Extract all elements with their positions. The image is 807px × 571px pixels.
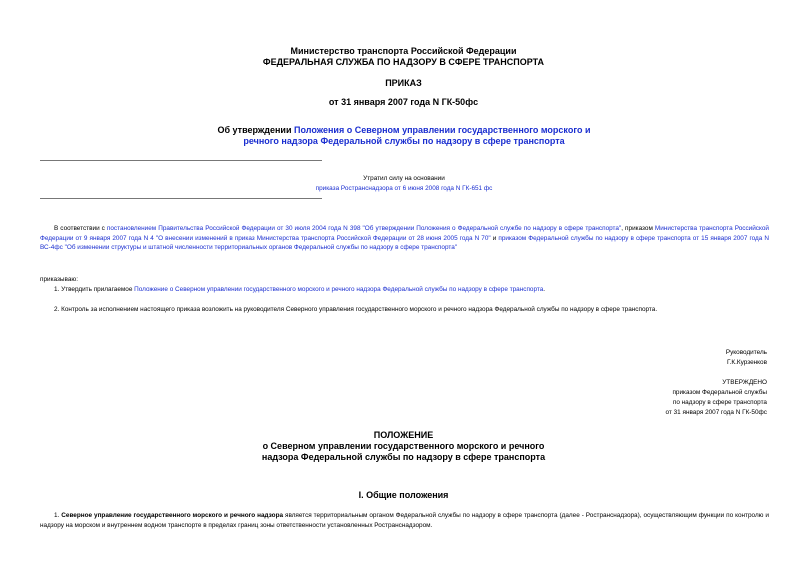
document-type: ПРИКАЗ: [385, 78, 422, 88]
signature-name: Г.К.Курзенков: [726, 359, 767, 366]
section-paragraph-1: 1. Северное управление государственного морского и речного надзора является территориальным органом Федеральной службы по надзору в сфере транспорта (далее - Ространснадзора), осуществляющим функции по контролю и надзору на морском и внутреннем водном транспорте в пределах границ зоны ответственности установленных Ространснадзором.: [40, 512, 769, 529]
divider-bottom: [40, 198, 322, 199]
order-word: приказываю:: [40, 276, 78, 283]
order-item-2: 2. Контроль за исполнением настоящего приказа возложить на руководителя Северного управления государственного морского и речного надзора Федеральной службы по надзору в сфере транспорта.: [54, 306, 658, 313]
signature-position: Руководитель: [725, 349, 767, 356]
regulation-link[interactable]: Положение о Северном управлении государственного морского и речного надзора Федеральной службы по надзору в сфере транспорта: [134, 286, 544, 293]
status-note: Утратил силу на основании: [363, 175, 445, 182]
approved-line-4: от 31 января 2007 года N ГК-50фс: [665, 409, 767, 416]
preamble-link-rostransnadzor[interactable]: приказом Федеральной службы по надзору в сфере транспорта от 15 января 2007 года N ВС-4фс "Об изменении структуры и штатной численности территориальных органов Федеральной службы по надзору в сфере транспорта": [40, 234, 770, 252]
preamble-link-mintrans[interactable]: Министерства транспорта Российской Федерации от 9 января 2007 года N 4 "О внесении изменений в приказ Министерства транспорта Российской Федерации от 28 июня 2005 года N 70": [40, 225, 769, 242]
preamble: В соответствии с постановлением Правительства Российской Федерации от 30 июля 2004 года N 398 "Об утверждении Положения о Федеральной службе по надзору в сфере транспорта", приказом Министерства транспорта Российской Федерации от 9 января 2007 года N 4 "О внесении изменений в приказ Министерства транспорта Российской Федерации от 28 июня 2005 года N 70" и приказом Федеральной службы по надзору в сфере транспорта от 15 января 2007 года N ВС-4фс "Об изменении структуры и штатной численности территориальных органов Федеральной службы по надзору в сфере транспорта": [40, 225, 770, 252]
section-heading: I. Общие положения: [358, 490, 449, 500]
approved-line-2: приказом Федеральной службы: [672, 389, 767, 396]
service-name: ФЕДЕРАЛЬНАЯ СЛУЖБА ПО НАДЗОРУ В СФЕРЕ ТРАНСПОРТА: [262, 57, 545, 67]
approved-line-3: по надзору в сфере транспорта: [672, 399, 767, 406]
order-item-1: 1. Утвердить прилагаемое Положение о Северном управлении государственного морского и речного надзора Федеральной службы по надзору в сфере транспорта.: [54, 286, 546, 293]
title-prefix: Об утверждении: [217, 125, 294, 135]
regulation-subtitle-2: надзора Федеральной службы по надзору в сфере транспорта: [261, 452, 546, 462]
approved-label: УТВЕРЖДЕНО: [722, 379, 767, 386]
title-link[interactable]: Положения о Северном управлении государственного морского и речного надзора Федеральной службы по надзору в сфере транспорта: [243, 125, 591, 146]
document-date: от 31 января 2007 года N ГК-50фс: [328, 97, 479, 107]
divider-top: [40, 160, 322, 161]
ministry-name: Министерство транспорта Российской Федерации: [290, 46, 517, 56]
preamble-link-postanovlenie[interactable]: постановлением Правительства Российской Федерации от 30 июля 2004 года N 398 "Об утверждении Положения о Федеральной службе по надзору в сфере транспорта": [106, 225, 622, 232]
document-title: [210, 125, 598, 147]
status-note-link[interactable]: приказа Ространснадзора от 6 июня 2008 года N ГК-651 фс: [315, 185, 493, 192]
regulation-title: ПОЛОЖЕНИЕ: [373, 430, 434, 440]
regulation-subtitle-1: о Северном управлении государственного морского и речного: [262, 441, 545, 451]
